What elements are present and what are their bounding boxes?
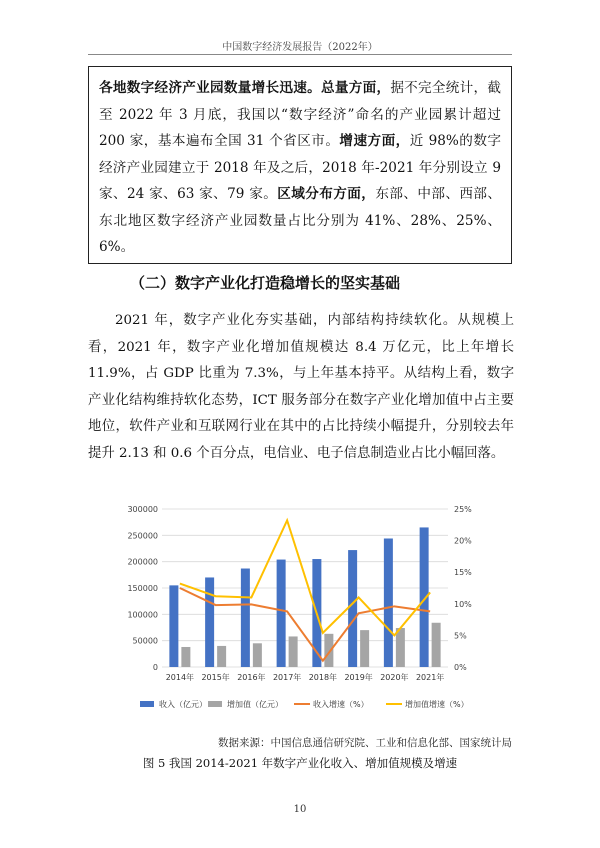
box-lead: 各地数字经济产业园数量增长迅速。 — [99, 80, 321, 96]
y-left-tick-label: 0 — [152, 663, 158, 672]
legend-swatch — [208, 701, 222, 707]
legend-swatch — [140, 701, 154, 707]
box-text-total: 据不完全统计，截至 2022 年 3 月底，我国以“数字经济”命名的产业园累计超过 200 家，基本遍布全国 31 个省区市。 — [99, 80, 502, 149]
x-tick-label: 2017年 — [272, 673, 302, 682]
y-left-tick-label: 100000 — [127, 610, 158, 620]
bar-revenue — [205, 577, 214, 667]
y-right-tick-label: 20% — [454, 536, 472, 546]
body-paragraph-text: 2021 年，数字产业化夯实基础，内部结构持续软化。从规模上看，2021 年，数字产业化增加值规模达 8.4 万亿元，比上年增长 11.9%，占 GDP 比重为 7.3%，与上年基本持平。从结构上看，数字产业化结构维持软化态势，ICT 服务部分在数字产业化增加值中占主要地位，软件产业和互联网行业在其中的占比持续小幅提升，分别较去年提升 2.13 和 0.6 个百分点，电信业、电子信息制造业占比小幅回落。 — [88, 313, 514, 461]
y-left-tick-label: 300000 — [127, 505, 158, 514]
x-tick-label: 2019年 — [344, 673, 373, 682]
y-right-tick-label: 10% — [454, 599, 472, 609]
bar-revenue — [277, 560, 286, 667]
legend-label: 增加值（亿元） — [227, 700, 283, 709]
x-tick-label: 2016年 — [237, 673, 266, 682]
header-rule — [88, 54, 512, 55]
x-tick-label: 2020年 — [380, 673, 409, 682]
bar-value-added — [217, 646, 226, 667]
bar-value-added — [253, 643, 262, 667]
y-left-tick-label: 200000 — [127, 557, 158, 567]
y-right-tick-label: 0% — [454, 663, 467, 672]
data-source-note: 数据来源：中国信息通信研究院、工业和信息化部、国家统计局 — [218, 737, 512, 749]
y-left-tick-label: 150000 — [127, 584, 158, 593]
body-paragraph — [88, 308, 514, 467]
legend-label: 增加值增速（%） — [405, 700, 469, 709]
highlight-box — [88, 66, 512, 264]
box-keyword-total: 总量方面， — [320, 80, 391, 96]
legend-label: 收入（亿元） — [159, 700, 207, 709]
y-right-tick-label: 25% — [454, 505, 472, 514]
bar-revenue — [348, 550, 357, 667]
box-text-region: 东部、中部、西部、东北地区数字经济产业园数量占比分别为 41%、28%、25%、6%。 — [99, 186, 502, 255]
x-tick-label: 2021年 — [415, 673, 445, 682]
page-number: 10 — [293, 804, 307, 815]
box-keyword-region: 区域分布方面， — [277, 186, 376, 202]
bar-value-added — [360, 630, 369, 667]
x-tick-label: 2015年 — [201, 673, 230, 682]
bar-value-added — [396, 628, 405, 667]
bar-value-added — [432, 623, 441, 667]
bar-revenue — [384, 538, 393, 667]
legend-label: 收入增速（%） — [313, 700, 369, 709]
x-tick-label: 2014年 — [165, 673, 195, 682]
box-keyword-growth: 增速方面， — [339, 133, 410, 149]
box-text-growth: 近 98%的数字经济产业园建立于 2018 年及之后，2018 年-2021 年分别设立 9 家、24 家、63 家、79 家。 — [99, 133, 501, 202]
y-right-tick-label: 15% — [454, 568, 472, 578]
bar-value-added — [289, 636, 298, 667]
bar-revenue — [169, 585, 178, 667]
bar-value-added — [181, 647, 190, 667]
section-heading: （二）数字产业化打造稳增长的坚实基础 — [130, 274, 401, 292]
digital-industrialization-chart — [110, 497, 490, 722]
y-left-tick-label: 50000 — [132, 636, 158, 646]
y-right-tick-label: 5% — [454, 631, 467, 641]
running-header: 中国数字经济发展报告（2022年） — [222, 42, 378, 53]
bar-revenue — [241, 569, 250, 667]
y-left-tick-label: 250000 — [127, 531, 158, 541]
x-tick-label: 2018年 — [308, 673, 338, 682]
chart-container — [110, 497, 490, 722]
figure-caption: 图 5 我国 2014-2021 年数字产业化收入、增加值规模及增速 — [142, 756, 458, 770]
bar-value-added — [324, 634, 333, 667]
